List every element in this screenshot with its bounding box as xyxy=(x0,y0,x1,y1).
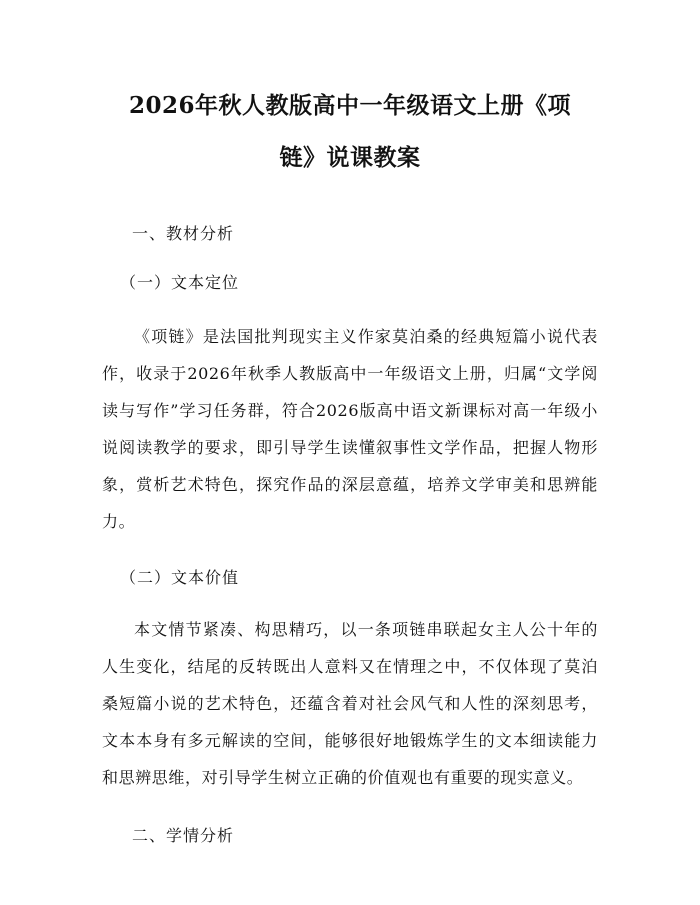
section-heading-textbook-analysis: 一、教材分析 xyxy=(132,224,235,243)
section-heading-student-analysis: 二、学情分析 xyxy=(132,826,235,845)
subsection-heading-text-position: （一）文本定位 xyxy=(120,273,240,292)
paragraph-text-position: 《项链》是法国批判现实主义作家莫泊桑的经典短篇小说代表作，收录于2026年秋季人教版高中一年级语文上册，归属“文学阅读与写作”学习任务群，符合2026版高中语文新课标对高一年级小说阅读教学的要求，即引导学生读懂叙事性文学作品，把握人物形象，赏析艺术特色，探究作品的深层意蕴，培养文学审美和思辨能力。 xyxy=(102,327,598,531)
title-line-1: 2026年秋人教版高中一年级语文上册《项 xyxy=(128,92,571,119)
paragraph-text-value: 本文情节紧凑、构思精巧，以一条项链串联起女主人公十年的人生变化，结尾的反转既出人意料又在情理之中，不仅体现了莫泊桑短篇小说的艺术特色，还蕴含着对社会风气和人性的深刻思考，文本本身有多元解读的空间，能够很好地锻炼学生的文本细读能力和思辨思维，对引导学生树立正确的价值观也有重要的现实意义。 xyxy=(102,620,598,787)
title-line-2: 链》说课教案 xyxy=(279,144,421,171)
document-title xyxy=(102,0,598,184)
subsection-heading-text-value: （二）文本价值 xyxy=(120,568,240,587)
